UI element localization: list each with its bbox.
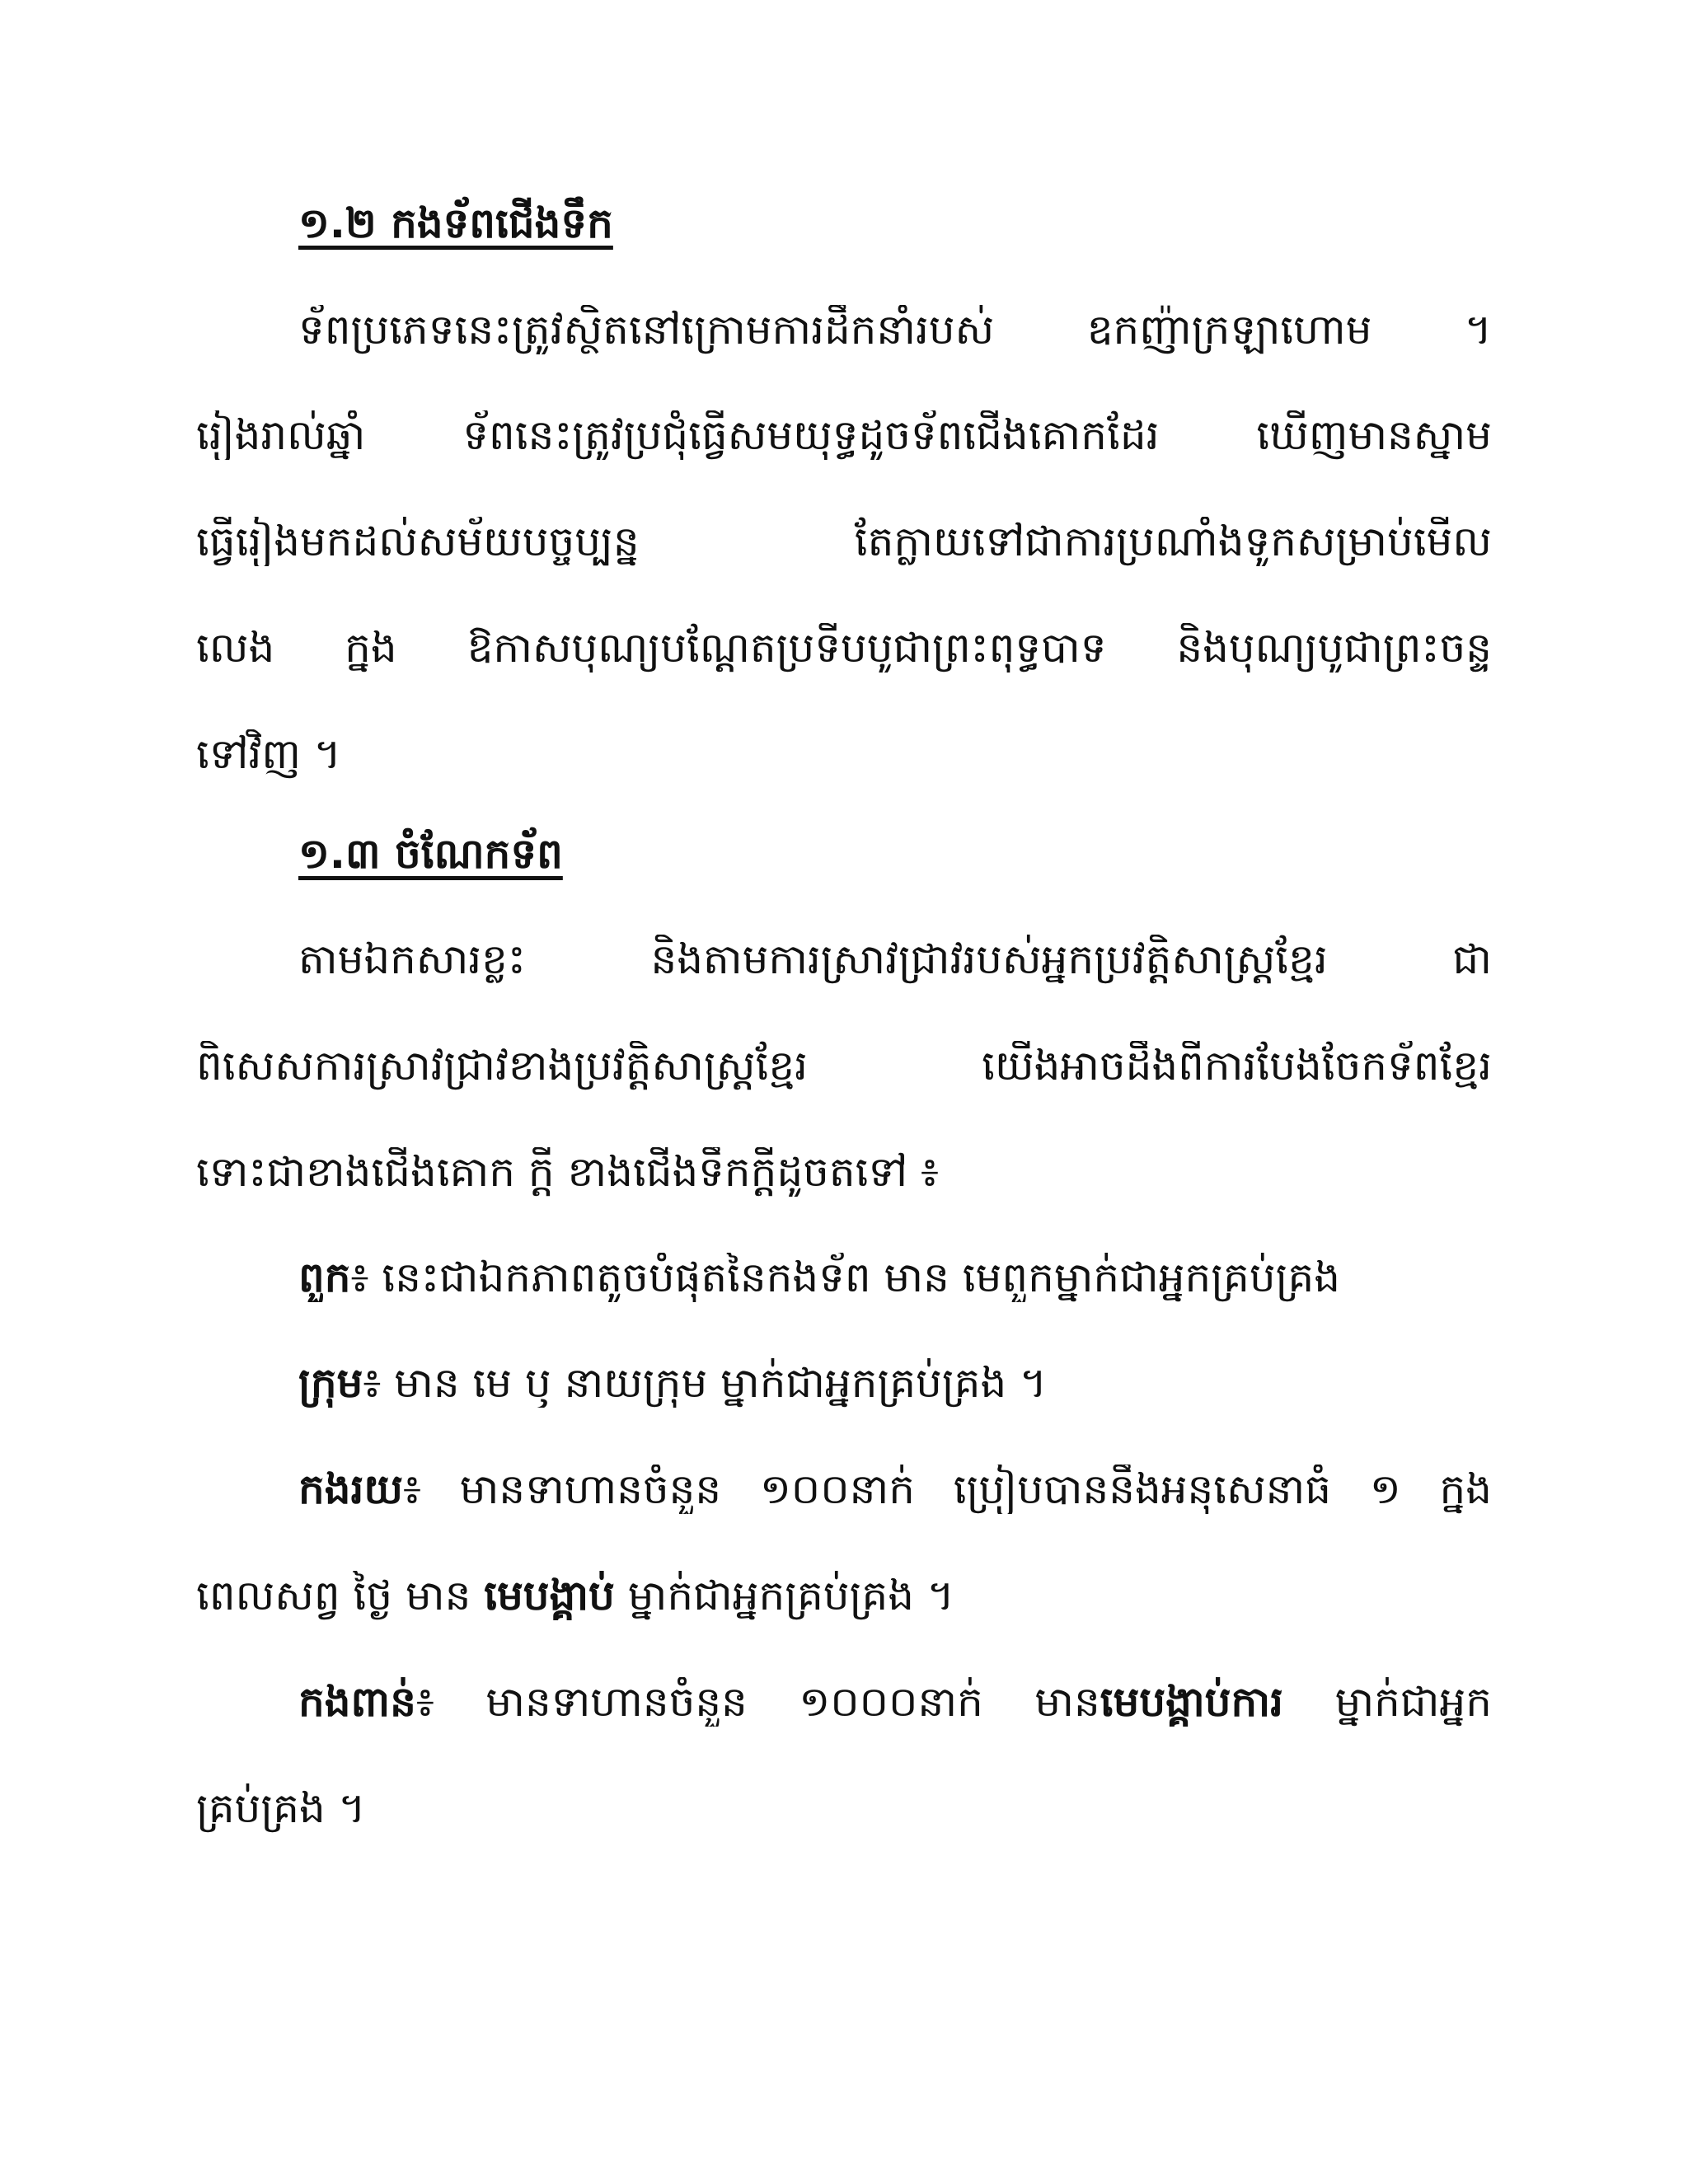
unit-definition-krom xyxy=(298,1358,1492,1408)
unit-definition-kongroy xyxy=(298,1465,1492,1514)
unit-term: កងពាន់ xyxy=(298,1678,416,1726)
unit-description: ៖ មានទាហានចំនួន ១០០នាក់ ប្រៀបបាននឹងអនុសេនាធំ ១ ក្នុង xyxy=(402,1465,1492,1513)
paragraph-line: លេង ក្នុង ឱកាសបុណ្យបណ្តែតប្រទីបបូជាព្រះពុទ្ធបាទ និងបុណ្យបូជាព្រះចន្ទ xyxy=(196,624,1492,672)
unit-definition-kongpoan-cont: គ្រប់គ្រង ។ xyxy=(196,1784,366,1832)
unit-description: ពេលសព្វ ថ្ងៃ មាន xyxy=(196,1572,485,1619)
unit-definition-kongpoan xyxy=(298,1677,1492,1727)
section-heading-1-3: ១.៣ ចំណែកទ័ព xyxy=(298,830,563,878)
officer-title: មេបង្គាប់ការ xyxy=(1100,1678,1283,1726)
unit-description: ៖ មាន មេ ឫ នាយក្រុម ម្នាក់ជាអ្នកគ្រប់គ្រង ។ xyxy=(363,1359,1048,1407)
unit-definition-puok xyxy=(298,1253,1492,1302)
paragraph-line: រៀងរាល់ឆ្នាំ ទ័ពនេះត្រូវប្រជុំធ្វើសមយុទ្ធដូចទ័ពជើងគោកដែរ ឃើញមានស្នាម xyxy=(196,411,1492,459)
unit-term: ពួក xyxy=(298,1254,351,1301)
unit-term: ក្រុម xyxy=(298,1359,363,1407)
paragraph-line: ទោះជាខាងជើងគោក ក្តី ខាងជើងទឹកក្តីដូចតទៅ ៖ xyxy=(196,1148,939,1196)
unit-description: ម្នាក់ជាអ្នក xyxy=(1282,1678,1492,1726)
paragraph-line: តាមឯកសារខ្លះ និងតាមការស្រាវជ្រាវរបស់អ្នកប្រវត្តិសាស្ត្រខ្មែរ ជា xyxy=(298,935,1492,983)
unit-description: ៖ មានទាហានចំនួន ១០០០នាក់ មាន xyxy=(415,1678,1100,1726)
section-heading-1-2: ១.២ កងទ័ពជើងទឹក xyxy=(298,199,613,247)
paragraph-line: ពិសេសការស្រាវជ្រាវខាងប្រវត្តិសាស្ត្រខ្មែរ យើងអាចដឹងពីការបែងចែកទ័ពខ្មែរ xyxy=(196,1042,1492,1090)
unit-term: កងរយ xyxy=(298,1465,403,1513)
unit-description: ម្នាក់ជាអ្នកគ្រប់គ្រង ។ xyxy=(614,1572,954,1619)
unit-description: ៖ នេះជាឯកភាពតូចបំផុតនៃកងទ័ព មាន មេពួកម្នាក់ជាអ្នកគ្រប់គ្រង xyxy=(350,1254,1340,1301)
officer-title: មេបង្គាប់ xyxy=(484,1572,615,1619)
paragraph-line: ធ្វើរៀងមកដល់សម័យបច្ចុប្បន្ន តែក្លាយទៅជាការប្រណាំងទូកសម្រាប់មើល xyxy=(196,518,1492,565)
paragraph-line: ទៅវិញ ។ xyxy=(196,730,341,778)
unit-definition-kongroy-cont xyxy=(196,1571,1492,1620)
paragraph-line: ទ័ពប្រភេទនេះត្រូវស្ថិតនៅក្រោមការដឹកនាំរបស់ ឧកញ៉ាក្រឡាហោម ។ xyxy=(298,306,1492,354)
